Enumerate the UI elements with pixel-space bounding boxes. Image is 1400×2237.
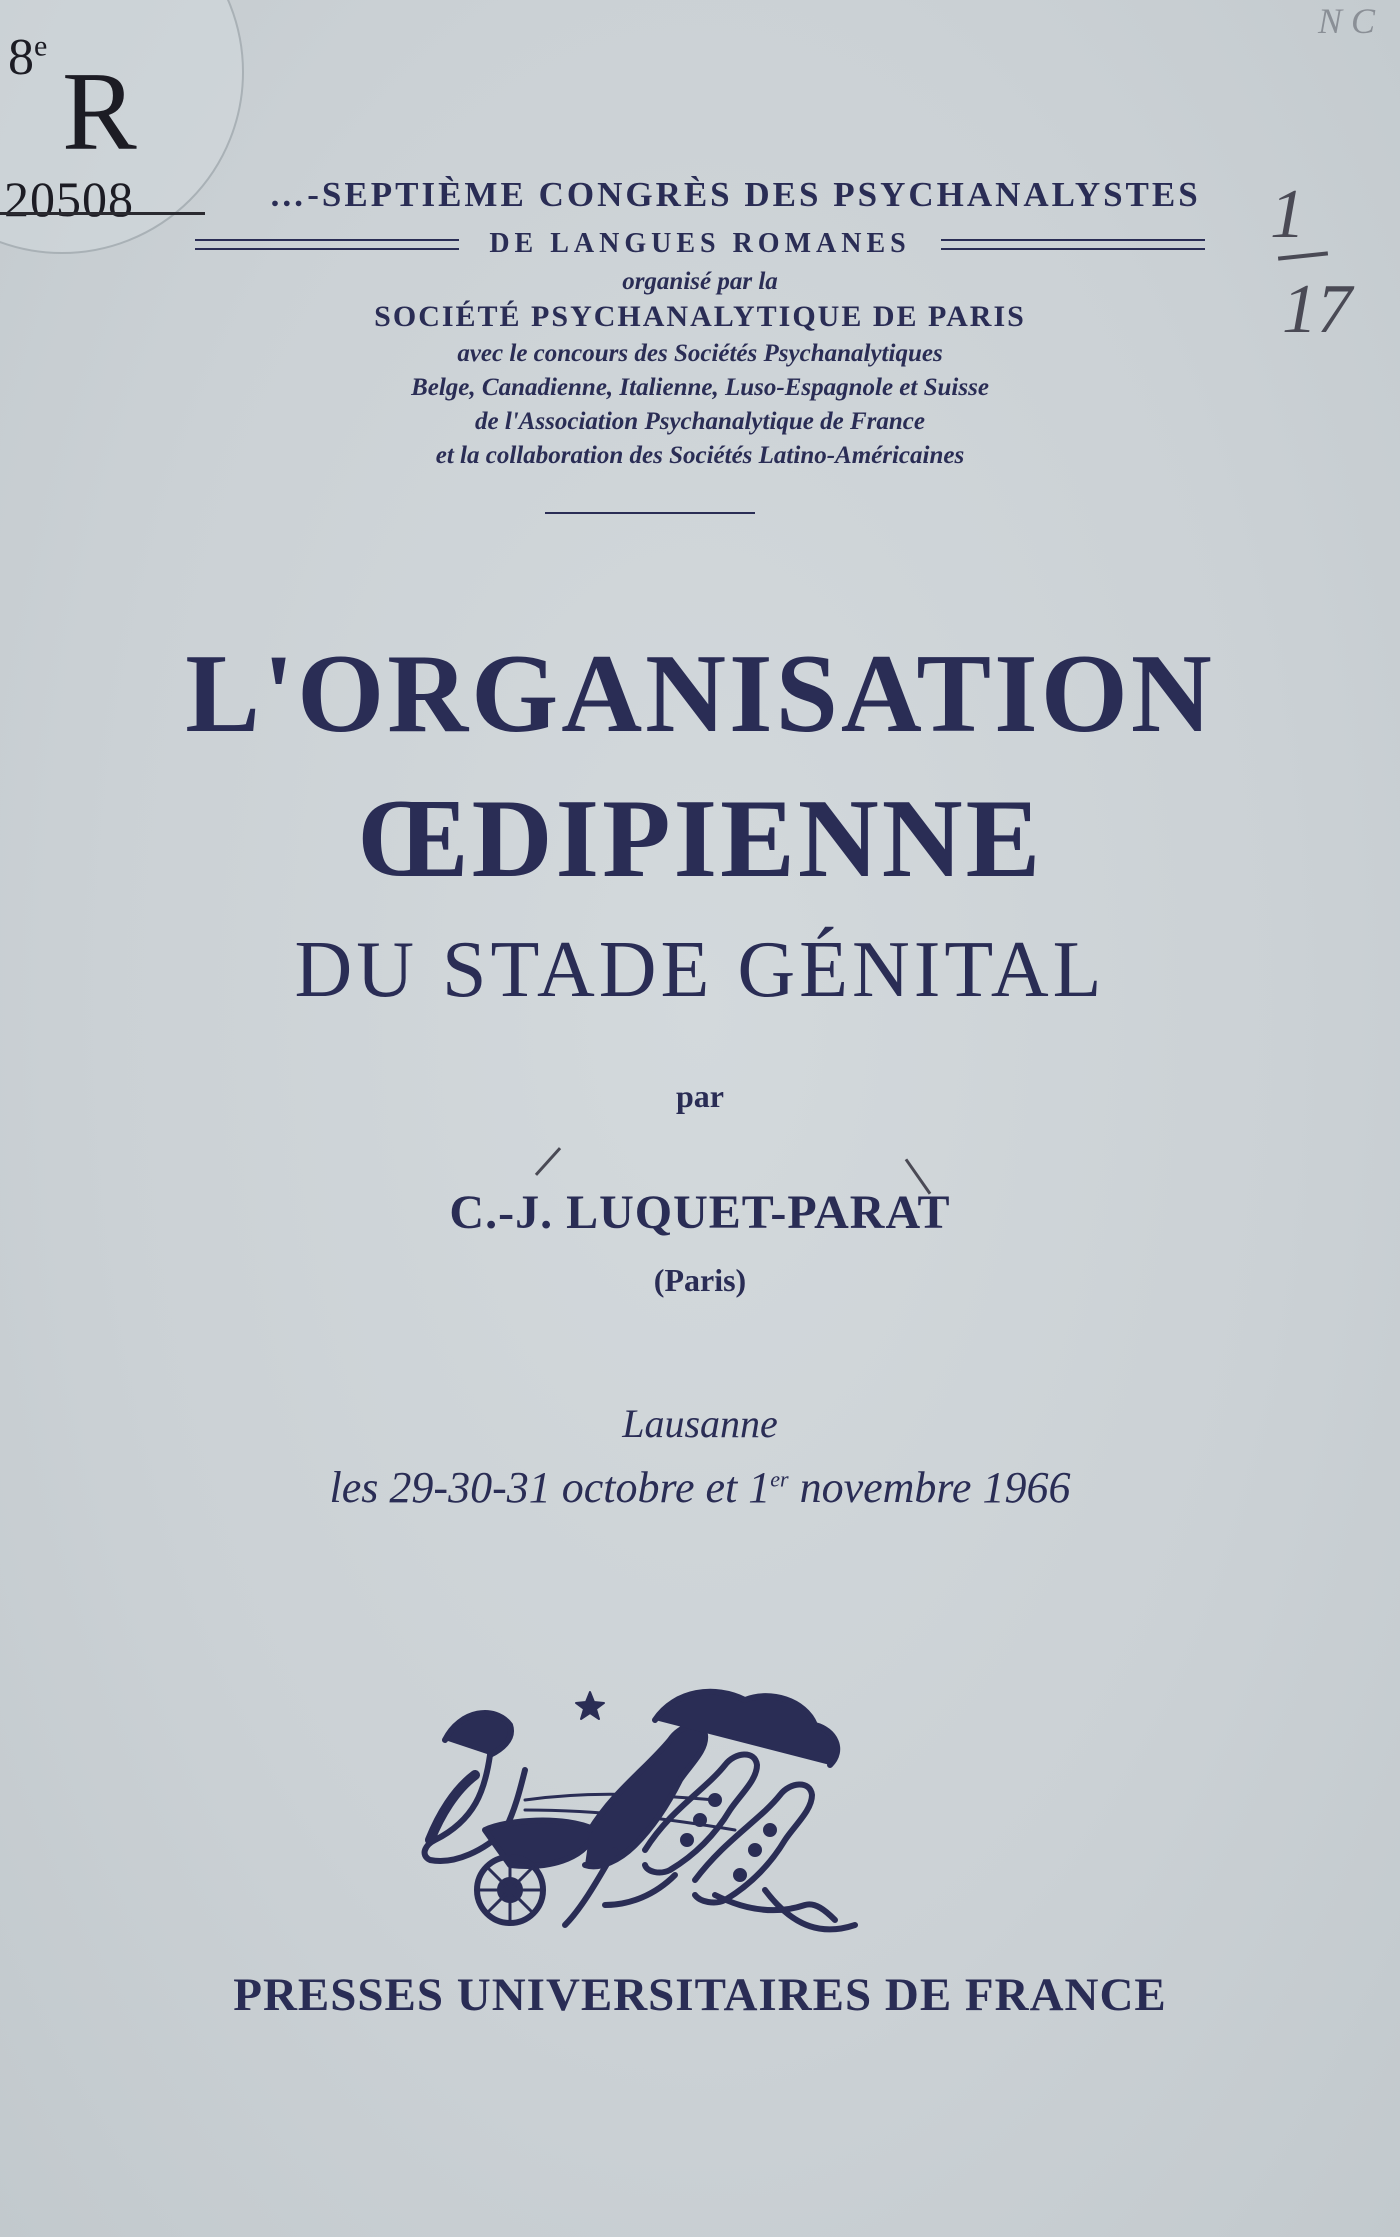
society-name: SOCIÉTÉ PSYCHANALYTIQUE DE PARIS <box>374 300 1026 333</box>
byline-par: par <box>676 1078 724 1114</box>
shelf-prefix: 8e <box>8 29 48 86</box>
langues-row <box>195 228 1205 260</box>
section-divider <box>545 512 755 514</box>
book-title-line-2: ŒDIPIENNE <box>356 777 1044 901</box>
collaboration-line: et la collaboration des Sociétés Latino-Américaines <box>435 442 965 469</box>
pencil-tick-left <box>535 1147 561 1176</box>
book-subtitle: DU STADE GÉNITAL <box>294 926 1106 1014</box>
handwritten-fraction-bottom: 17 <box>1282 271 1352 348</box>
event-dates: les 29-30-31 octobre et 1er novembre 1966 <box>329 1463 1071 1512</box>
association-line: de l'Association Psychanalytique de France <box>475 408 925 435</box>
publisher-name: PRESSES UNIVERSITAIRES DE FRANCE <box>233 1969 1167 2021</box>
book-title-line-1: L'ORGANISATION <box>185 632 1215 756</box>
langues-romanes: DE LANGUES ROMANES <box>489 228 911 259</box>
author-affiliation: (Paris) <box>653 1262 747 1298</box>
member-societies: Belge, Canadienne, Italienne, Luso-Espagnole et Suisse <box>411 374 989 401</box>
handwritten-fraction-top: 1 <box>1270 176 1305 253</box>
event-place: Lausanne <box>622 1401 778 1446</box>
author-name: C.-J. LUQUET-PARAT <box>449 1186 951 1239</box>
shelf-letter: R <box>62 50 137 174</box>
concours-line: avec le concours des Sociétés Psychanalytiques <box>457 340 943 367</box>
handwritten-corner-note: N C <box>1318 1 1376 41</box>
double-rule-left <box>195 239 459 250</box>
organise-par: organisé par la <box>622 268 778 295</box>
chariot-horses-emblem-icon <box>415 1680 875 1950</box>
shelf-number: 20508 <box>4 171 134 227</box>
congress-title: …-SEPTIÈME CONGRÈS DES PSYCHANALYSTES <box>269 175 1201 214</box>
double-rule-right <box>941 239 1205 250</box>
